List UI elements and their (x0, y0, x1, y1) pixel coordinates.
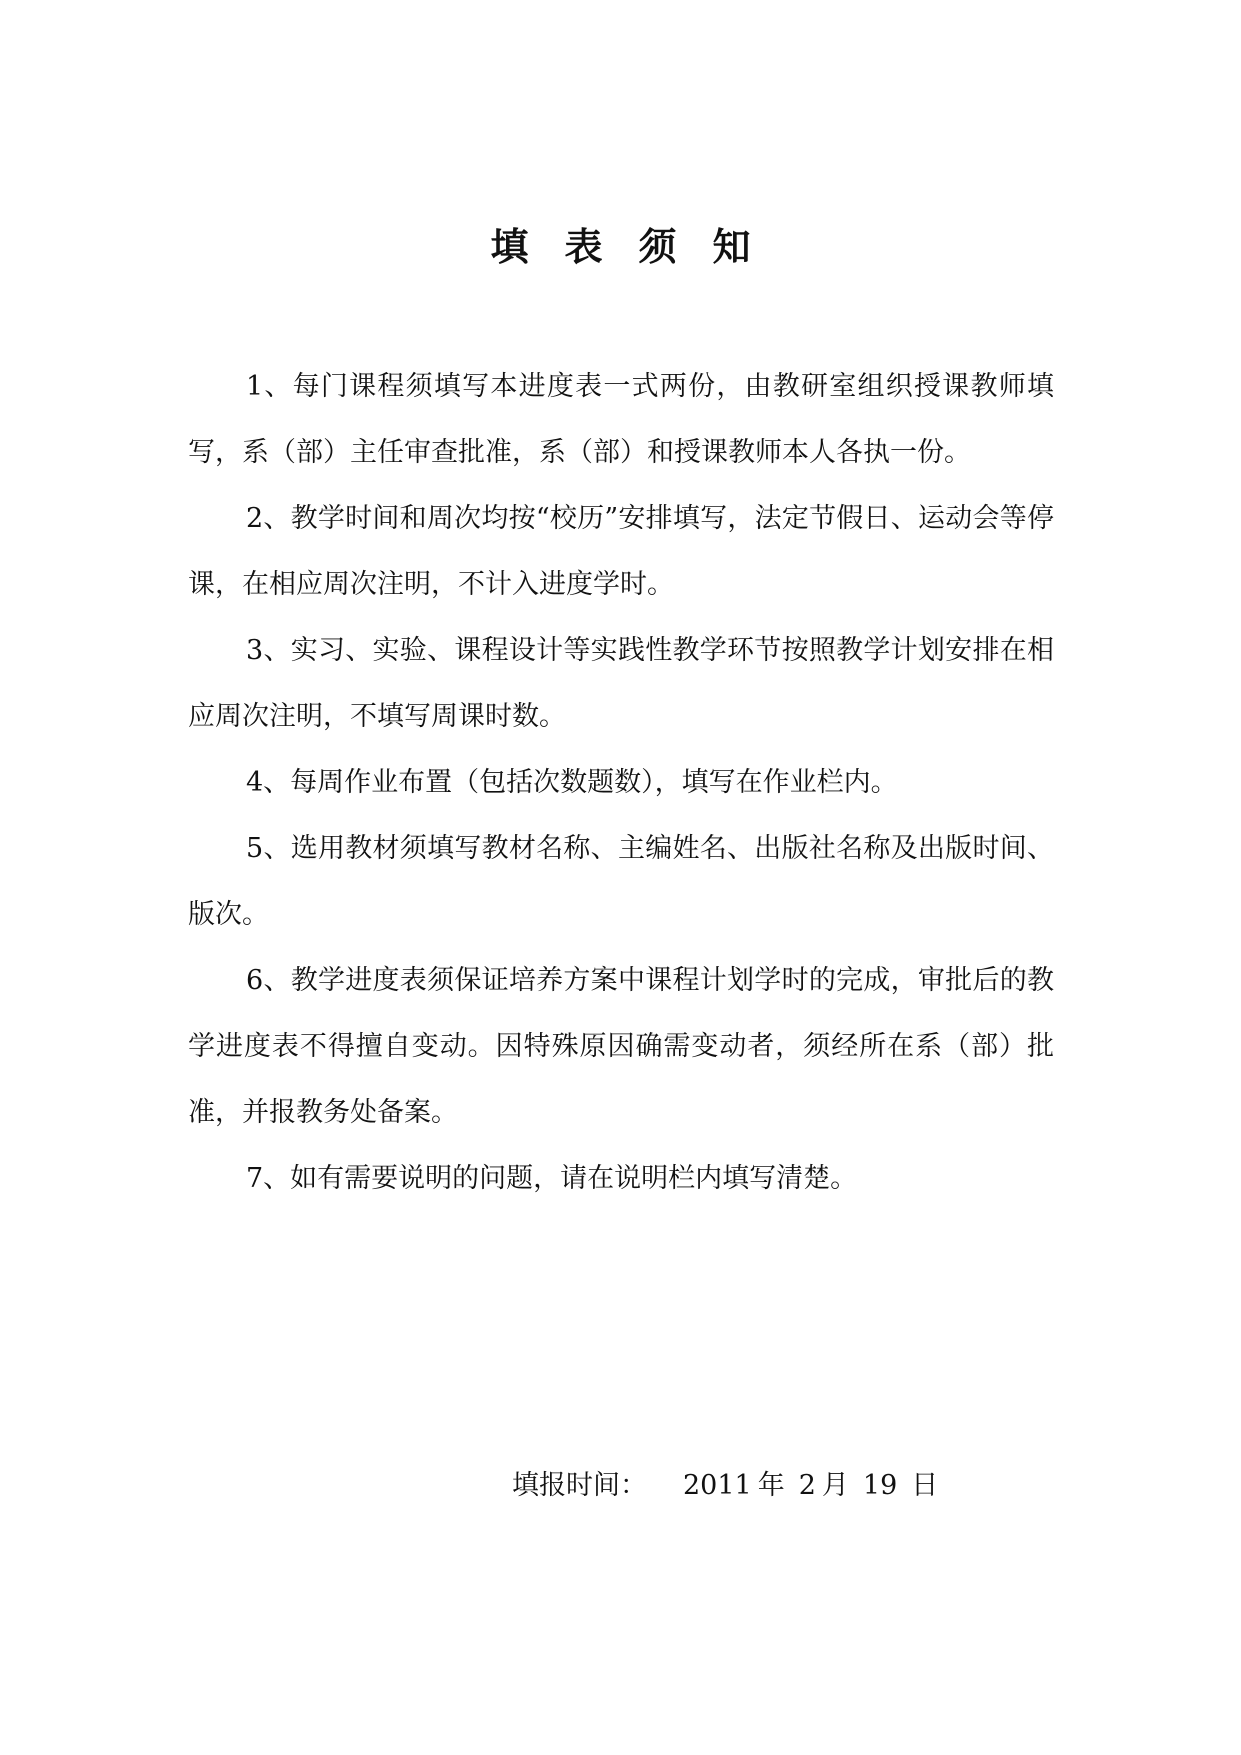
fill-date-year: 2011 (683, 1470, 752, 1501)
fill-date-month: 2 (798, 1470, 816, 1501)
instruction-item-4: 4、每周作业布置（包括次数题数），填写在作业栏内。 (246, 767, 898, 798)
instruction-item-3: 3、实习、实验、课程设计等实践性教学环节按照教学计划安排在相应周次注明，不填写周课时数。 (188, 635, 1054, 732)
fill-date-day-unit: 日 (911, 1470, 939, 1501)
fill-date-label: 填报时间： (512, 1470, 647, 1501)
instructions-list (188, 354, 1054, 1212)
page-title: 填表须知 (490, 224, 787, 269)
instruction-item-2: 2、教学时间和周次均按“校历”安排填写，法定节假日、运动会等停课，在相应周次注明，不计入进度学时。 (188, 503, 1054, 600)
fill-date-month-unit: 月 (821, 1470, 849, 1501)
fill-date-day: 19 (862, 1470, 898, 1501)
fill-date (512, 1466, 938, 1506)
instruction-item-1: 1、每门课程须填写本进度表一式两份，由教研室组织授课教师填写，系（部）主任审查批准，系（部）和授课教师本人各执一份。 (188, 371, 1054, 468)
instruction-item-7: 7、如有需要说明的问题，请在说明栏内填写清楚。 (246, 1163, 858, 1194)
instruction-item-5: 5、选用教材须填写教材名称、主编姓名、出版社名称及出版时间、版次。 (188, 833, 1054, 930)
fill-date-year-unit: 年 (757, 1470, 785, 1501)
instruction-item-6: 6、教学进度表须保证培养方案中课程计划学时的完成，审批后的教学进度表不得擅自变动。因特殊原因确需变动者，须经所在系（部）批准，并报教务处备案。 (188, 965, 1054, 1128)
